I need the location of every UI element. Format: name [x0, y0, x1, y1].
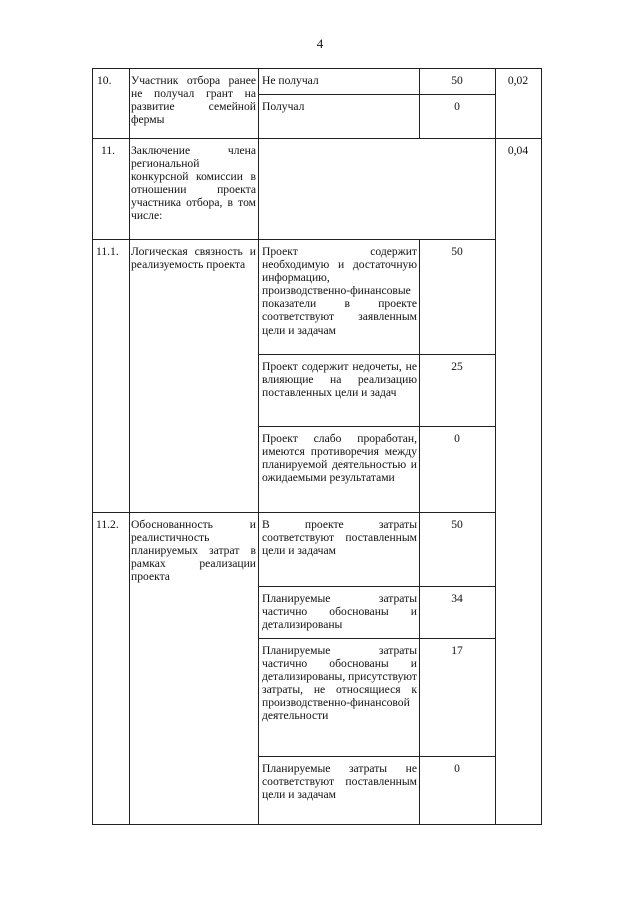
column-divider-option [419, 239, 420, 825]
criterion-weight: 0,02 [507, 74, 529, 87]
column-divider-criterion [258, 68, 259, 825]
table-border-left [92, 68, 93, 825]
row-number: 11.2. [96, 518, 119, 531]
option-text: Проект слабо проработан, имеются противоречия между планируемой деятельностью и ожидаемыми результатами [262, 432, 417, 485]
option-score: 17 [451, 644, 463, 657]
page-number: 4 [316, 36, 324, 51]
option-text: Планируемые затраты не соответствуют поставленным цели и задачам [262, 762, 417, 802]
criterion-text: Обоснованность и реалистичность планируемых затрат в рамках реализации проекта [131, 518, 256, 584]
row-number: 10. [97, 74, 112, 87]
row-number: 11. [101, 144, 116, 157]
row-divider [92, 138, 542, 139]
option-text: Планируемые затраты частично обоснованы и детализированы, присутствуют затраты, не относящиеся к производственно-финансовой деятельности [262, 644, 417, 723]
option-score: 50 [451, 518, 463, 531]
option-divider [258, 756, 496, 757]
criterion-weight: 0,04 [507, 144, 529, 157]
column-divider-score [495, 68, 496, 825]
option-divider [258, 426, 496, 427]
option-text: Проект содержит недочеты, не влияющие на реализацию поставленных цели и задач [262, 360, 417, 400]
column-divider-option [419, 68, 420, 138]
criterion-text: Логическая связность и реализуемость проекта [131, 245, 256, 272]
option-divider [258, 354, 496, 355]
option-text: Не получал [262, 74, 319, 87]
option-text: Проект содержит необходимую и достаточную информацию, производственно-финансовые показатели в проекте соответствуют заявленным цели и задачам [262, 245, 417, 337]
option-score: 0 [454, 432, 460, 445]
option-score: 50 [451, 74, 463, 87]
option-divider [258, 638, 496, 639]
row-number: 11.1. [96, 245, 119, 258]
option-score: 25 [451, 360, 463, 373]
table-border-right [541, 68, 542, 825]
table-border-bottom [92, 824, 542, 825]
table-border-top [92, 68, 542, 69]
option-text: Планируемые затраты частично обоснованы и детализированы [262, 592, 417, 632]
criterion-text: Участник отбора ранее не получал грант на развитие семейной фермы [131, 74, 256, 127]
option-divider [258, 94, 496, 95]
option-score: 0 [454, 762, 460, 775]
row-divider [92, 512, 496, 513]
option-score: 34 [451, 592, 463, 605]
option-divider [258, 586, 496, 587]
column-divider-number [129, 68, 130, 825]
criterion-text: Заключение члена региональной конкурсной комиссии в отношении проекта участника отбора, в том числе: [131, 144, 256, 223]
option-text: В проекте затраты соответствуют поставленным цели и задачам [262, 518, 417, 558]
option-text: Получал [262, 100, 305, 113]
row-divider [92, 239, 496, 240]
option-score: 50 [451, 245, 463, 258]
option-score: 0 [454, 100, 460, 113]
criteria-table [92, 68, 542, 825]
